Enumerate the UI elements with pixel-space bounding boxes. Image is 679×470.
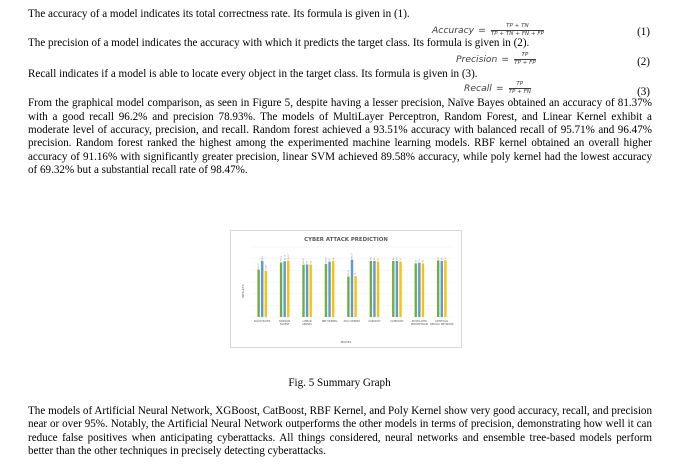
chart-data-label: 92 [415,259,418,263]
chart-x-tick-label: RBF KERNEL [321,320,338,323]
chart-data-label: 97 [444,257,447,260]
chart-bars [257,252,447,317]
chart-x-ticks [254,318,454,326]
eq1-numerator: TP + TN [506,23,529,30]
chart-data-label: 92 [422,259,425,263]
chart-x-tick-label: LINEAR KERNEL [302,320,313,326]
summary-bar-chart [231,231,461,347]
chart-data-label: 96.2 [261,255,264,260]
chart-bar [354,276,356,317]
chart-bar [257,270,259,317]
chart-bar [377,262,379,317]
chart-bar [280,262,282,317]
chart-data-label: 96 [370,257,373,260]
figure-caption: Fig. 5 Summary Graph [288,377,391,389]
chart-data-label: 95 [400,258,403,261]
chart-bar [287,261,289,317]
chart-data-label: 95.71 [284,254,287,261]
recall-intro: Recall indicates if a model is able to locate every object in the target class. Its formula is given in (3). [28,67,478,80]
chart-bar [310,265,312,318]
chart-data-label: 93.51 [280,256,283,262]
summary-graph-figure [230,230,462,348]
chart-title: CYBER ATTACK PREDICTION [304,237,388,243]
chart-bar [351,260,353,317]
chart-data-label: 96 [392,257,395,260]
chart-bar [399,262,401,317]
eq2-number: (2) [637,55,650,68]
eq3-denominator: TP + FN [508,89,531,96]
chart-data-label: 90 [306,261,309,264]
chart-data-label: 69.32 [348,270,350,276]
precision-intro: The precision of a model indicates the accuracy with which it predicts the target class. Its formula is given in (2). [28,37,530,50]
eq1-lhs: Accuracy [432,25,475,37]
equation-recall [28,81,652,101]
chart-data-label: 70 [355,272,358,276]
chart-bar [283,261,285,317]
chart-x-tick-label: XGBOOST [368,320,381,323]
final-paragraph: The models of Artificial Neural Network, XGBoost, CatBoost, RBF Kernel, and Poly Kernel show very good accuracy, recall, and precision near or over 95%. Notably, the Artificial Neural Network outperforms the other models in terms of precision, demonstrating how well it can reduce false positives when anticipating cyberattacks. All things considered, neural networks and ensemble tree-based models perform better than the other techniques in precisely detecting cyberattacks. [28,405,652,458]
chart-x-tick-label: NAÏVE BAYES [254,320,271,323]
chart-bar [332,261,334,317]
chart-data-label: 96 [332,257,335,260]
eq1-denominator: TP + TN + FN + FP [490,31,544,38]
chart-data-label: 96 [396,257,399,260]
eq3-numerator: TP [516,81,524,88]
chart-bar [415,263,417,317]
chart-x-tick-label: MULTILAYER PERCEPTRON [411,320,428,326]
chart-x-axis-label: MODEL [340,340,352,344]
chart-data-label: 96 [374,257,377,260]
chart-bar [437,260,439,317]
eq3-equals: = [495,83,504,95]
eq2-numerator: TP [521,51,529,58]
chart-bar [373,261,375,317]
chart-data-label: 93 [418,259,421,262]
eq1-number: (1) [637,26,650,39]
chart-data-label: 98.47 [351,253,354,259]
chart-bar [261,261,263,317]
equation-precision [28,51,652,73]
eq2-denominator: TP + FP [514,59,536,66]
chart-y-axis-label: RESULTS [241,284,245,298]
eq2-lhs: Precision [456,53,498,65]
eq1-equals: = [478,25,486,37]
chart-bar [444,260,446,317]
chart-data-label: 89.58 [303,258,306,264]
eq2-equals: = [501,53,510,65]
chart-x-tick-label: POLY KERNEL [343,320,361,323]
chart-data-label: 95 [377,258,380,261]
chart-bar [325,264,327,317]
chart-bar [396,261,398,317]
chart-x-tick-label: RANDOM FOREST [279,320,291,326]
chart-bar [370,261,372,317]
chart-x-tick-label: ARTIFICIAL NEURAL NETWORK [429,320,454,326]
chart-data-label: 81.37 [258,263,261,269]
chart-x-tick-label: CATBOOST [390,320,404,323]
chart-data-label: 96 [441,257,444,260]
chart-bar [418,263,420,317]
eq3-lhs: Recall [464,83,492,95]
chart-data-label: 91.16 [325,257,328,263]
chart-bar [441,261,443,317]
chart-data-label: 95 [329,258,332,261]
chart-bar [422,263,424,317]
chart-bar [347,277,349,317]
eq3-number: (3) [637,86,650,99]
chart-bar [328,262,330,317]
equation-accuracy [28,21,652,43]
chart-bar [306,265,308,318]
chart-data-label: 78.93 [265,264,268,270]
chart-bar [302,265,304,317]
chart-bar [265,271,267,317]
paper-body [28,8,652,178]
chart-data-label: 90 [310,261,313,264]
comparison-paragraph: From the graphical model comparison, as seen in Figure 5, despite having a lesser precision, Naïve Bayes obtained an accuracy of 81.37% with a good recall 96.2% and precision 78.93%. The models of MultiLayer Perceptron, Random Forest, and Linear Kernel exhibit a moderate level of accuracy, precision, and recall. Random forest achieved a 93.51% accuracy with balanced recall of 95.71% and 96.47% precision. Random forest ranked the highest among the experimented machine learning models. RBF kernel obtained an overall higher accuracy of 91.16% with significantly greater precision, linear SVM achieved 89.58% accuracy, while poly kernel had the lowest accuracy of 69.32% but a substantial recall rate of 98.47%. [28,97,652,177]
accuracy-intro: The accuracy of a model indicates its total correctness rate. Its formula is given in (1). [28,8,410,20]
chart-data-label: 96.47 [287,254,290,260]
chart-data-label: 97 [437,257,440,260]
chart-bar [392,261,394,317]
